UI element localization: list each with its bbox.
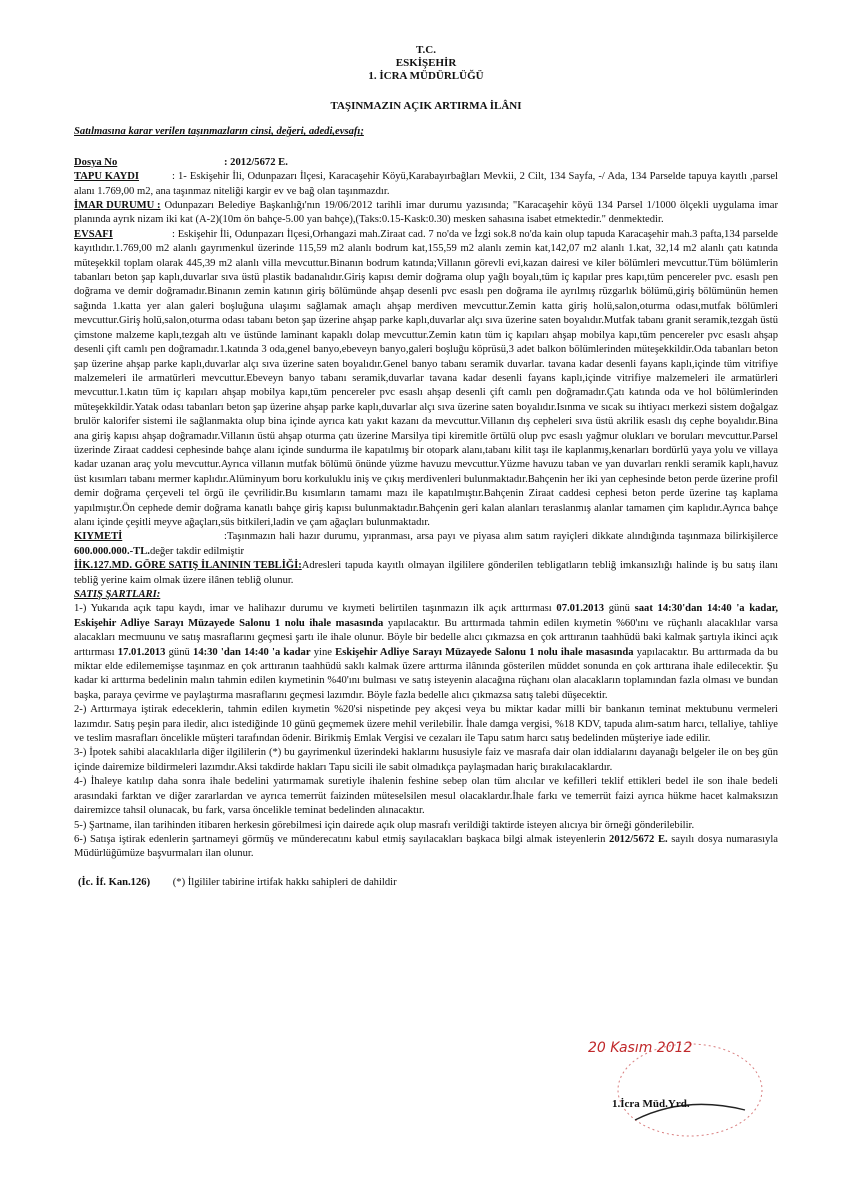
- sart-2: 2-) Arttırmaya iştirak edeceklerin, tahmin edilen kıymetin %20'si nispetinde pey akçesi veya bu miktar kadar milli bir bankanın teminat mektubunu vermeleri lazımdır. Satış peşin para iledir, alıcı istediğinde 10 günü geçmemek üzere mehil verilebilir. İhale damga vergisi, %18 KDV, tapuda alım-satım harcı, tellaliye, tahliye ve teslim masrafları öncelikle müşteri tarafından ödenir. Birikmiş Emlak Vergisi ve cezaları ile Tapu satım harcı satış bedelinden müşteriye iade edilir.: [74, 704, 778, 745]
- dosya-value: : 2012/5672 E.: [224, 156, 288, 168]
- dosya-label: Dosya No: [74, 156, 118, 168]
- evsafi: [74, 228, 778, 531]
- signature-title: 1.İcra Müd.Yrd.: [612, 1098, 690, 1110]
- second-auction-place: Eskişehir Adliye Sarayı Müzayede Salonu 1 nolu ihale masasında: [335, 646, 634, 658]
- header-line-2: ESKİŞEHİR: [395, 57, 457, 69]
- sart-6-text-a: 6-) Satışa iştirak edenlerin şartnameyi görmüş ve münderecatını kabul etmiş sayılacakları başkaca bilgi almak isteyenlerin: [74, 833, 610, 845]
- footer: [74, 876, 778, 890]
- sart-1-text-a: 1-) Yukarıda açık tapu kaydı, imar ve halihazır durumu ve kıymeti belirtilen taşınmazın ilk açık arttırması: [74, 603, 557, 615]
- sart-1: [74, 602, 778, 703]
- imar-durumu: [74, 199, 778, 228]
- sart-1-text-c: yapılacaktır. Bu arttırmada tahmin edilen kıymetin %60'ını ve rüçhanlı alacaklılar varsa alacakları mecmuunu ve satış masraflarını geçmesi şartı ile ihale olunur. Böyle bir bedelle alıcı çıkmazsa en çok arttıranın taahhüdü baki kalmak şartıyla ikinci açık arttırması: [74, 617, 778, 658]
- sart-5: 5-) Şartname, ilan tarihinden itibaren herkesin görebilmesi için dairede açık olup masrafı verildiği taktirde isteyen alıcıya bir örneği gönderilebilir.: [74, 819, 695, 831]
- kanun-ref: (İc. İf. Kan.126): [78, 876, 151, 888]
- header-line-3: 1. İCRA MÜDÜRLÜĞÜ: [368, 70, 484, 82]
- teblig-label: İİK.127.MD. GÖRE SATIŞ İLANININ TEBLİĞİ:: [74, 560, 302, 572]
- sart-1-text-b: günü: [604, 603, 635, 615]
- document-title: TAŞINMAZIN AÇIK ARTIRMA İLÂNI: [330, 100, 522, 112]
- kiymet-text: :Taşınmazın hali hazır durumu, yıpranması, arsa payı ve piyasa alım satım rayiçleri dikkate alındığında taşınmaza bilirkişilerce: [224, 531, 778, 543]
- handwritten-date: 20 Kasım 2012: [588, 1040, 693, 1056]
- kiymet-label: KIYMETİ: [74, 531, 123, 543]
- sart-6: [74, 833, 778, 862]
- kiymeti: [74, 530, 778, 559]
- kiymet-tail: değer takdir edilmiştir: [149, 545, 245, 557]
- header: [74, 44, 778, 83]
- sart-1-text-d: günü: [165, 646, 194, 658]
- sart-6-text-b: sayılı dosya numarasıyla Müdürlüğümüze başvurmaları ilan olunur.: [74, 833, 778, 860]
- imar-label: İMAR DURUMU :: [74, 200, 161, 212]
- first-auction-time-place: saat 14:30'dan 14:40 'a kadar, Eskişehir Adliye Sarayı Müzayede Salonu 1 nolu ihale masasında: [74, 603, 778, 629]
- sart-1-text-f: yapılacaktır. Bu arttırmada da bu miktar elde edilememişse taşınmaz en çok arttıranın taahhüdü saklı kalmak üzere arttırma ilânında gösterilen müddet sonunda en çok arttırana ihale edilecektir. Şu kadar ki arttırma bedelinin malın tahmin edilen kıymetinin %40'ını bulması ve satış isteyenin alacağına rüçhanı olan alacakların toplamından fazla olması ve bundan başka, paraya çevirme ve paylaştırma masraflarını geçmesi lazımdır. Böyle fazla bedelle alıcı çıkmazsa satış talebi düşecektir.: [74, 646, 779, 701]
- evsaf-text: : Eskişehir İli, Odunpazarı İlçesi,Orhangazi mah.Ziraat cad. 7 no'da ve İzgi sok.8 no'da kain olup tapuda Karacaşehir mah.3 pafta,134 parselde kayıtlıdır.1.769,00 m2 alanlı gayrımenkul üzerinde 115,59 m2 alanlı bodrum kat,155,59 m2 alanlı zemin kat,142,07 m2 alanlı 1.kat, 32,14 m2 alanlı çatı katında müteşekkil toplam olarak 445,39 m2 alanlı villa mevcuttur.Binanın bodrum katında;Villanın görevli evi,kazan dairesi ve kiler bölümleri mevcuttur.Tüm bölümlerin tabanları beton şap kaplı,duvarlar sıva üstü plastik badanalıdır.Giriş kapısı demir doğrama olup yağlı boyalı,tüm iç kapılar pres kapı,tüm pencereler pvc. esaslı pen doğrama ve demir doğramadır.Binanın zemin katının giriş bölümünde ahşap desenli pvc esaslı pen doğrama ile ayrılmış rüzgarlık bölümü,giriş bölümünün hemen sağında 1.katta yer alan galeri boşluğuna ulaşımı sağlamak amaçlı ahşap merdiven mevcuttur.Zemin katta giriş holü,salon,oturma odası,mutfak bölümleri mevcuttur.Giriş holü,salon,oturma odası tabanı beton şap üzerine ahşap parke kaplı,duvarlar alçı sıva üzerine saten boyalıdır.Mutfak tabanı granit seramik,tezgah üstü çimstone malzeme kaplı,tezgah altı ve üstünde laminant kapaklı dolap mevcuttur.Zemin katın tüm iç kapıları ahşap mobilya kapı,tüm pencereler pvc esaslı ahşap desenli çift camlı pen doğramadır.1.katında 3 oda,genel banyo,ebeveyn banyo,galeri boşluğu köprüsü,3 adet balkon bölümlerinden müteşekkildir.Oda tabanları beton şap üzerine ahşap parke kaplı,duvarlar alçı sıva üzerine saten boyalıdır.Genel banyo tabanı seramik duvarlar. tavana kadar desenli fayans kaplı,içinde tüm vitrifiye malzemeleri ile armatürleri mevcuttur.Ebeveyn banyo tabanı seramik,duvarlar tavana kadar desenli fayans kaplı,içinde vitrifiye malzemeleri ile armatürleri mevcuttur.1.katın tüm iç kapıları ahşap mobilya kapı,tüm pencereler pvc esaslı ahşap desenli çift camlı pen doğramadır.Çatı katında oda ve hol bölümlerinden müteşekkildir.Yatak odası tabanları beton şap üzerine ahşap parke kaplı,duvarlar alçı sıva üzerine saten boyalıdır.Isınma ve sıcak su ihtiyacı merkezi sistem doğalgaz brulör kalorifer sistemi ile sağlanmakta olup bina içinde ayrıca katı yakıt kazanı da mevcuttur.Villanın dış cepheleri sıva üstü akrilik esaslı dış cephe boyalıdır.Bina ana giriş kapısı ahşap doğramadır.Villanın üstü ahşap oturma çatı üzerine Marsilya tipi kiremitle örtülü olup pvc esaslı yağmur olukları ve boruları mevcuttur.Parsel üzerinde Ziraat caddesi cephesinde bahçe alanı içinde sundurma ile kapatılmış bir otopark alanı,tabanı kilit taşı ile kaplanmış,kenarları bordürlü yaya yolu ve villaya kadar uzanan araç yolu mevcuttur.Ayrıca villanın mutfak bölümü önünde yüzme havuzu mevcuttur.Yüzme havuzu taban ve yan duvarları renkli seramik kaplı,havuz üst kısımları tabanı mermer kaplıdır.Alüminyum boru korkuluklu iniş ve çıkış merdivenleri bulunmaktadır.Bahçenin her iki yan cephesinde beton perde üzerine profil demir doğrama çerçeveli tel örgü ile çevrilidir.Bu kısımların tamamı mazı ile kapatılmıştır.Bahçenin Ziraat caddesi cephesi beton perde üzerine taş kaplama yapılmıştır.Ön cephede demir doğrama kanatlı bahçe giriş kapısı bulunmaktadır.Bahçenin geri kalan alanları teraslanmış alanlar tamamen çim kaplıdır.Ayrıca bahçe alanı içinde çeşitli meyve ağaçları,süs bitkileri,ladin ve çam ağaçları bulunmaktadır.: [74, 228, 778, 528]
- header-line-1: T.C.: [416, 44, 436, 56]
- document-page: [74, 44, 778, 890]
- teblig-text: Adresleri tapuda kayıtlı olmayan ilgililere gönderilen tebligatların tebliğ imkansızlığı halinde iş bu satış ilanı tebliğ yerine kaim olmak üzere ilânen tebliğ olunur.: [74, 560, 778, 586]
- teblig: [74, 559, 778, 588]
- sart-3: 3-) İpotek sahibi alacaklılarla diğer ilgililerin (*) bu gayrimenkul üzerindeki haklarını hususiyle faiz ve masrafa dair olan iddialarını dayanağı belgeler ile on beş gün içinde dairemize bildirmeleri lazımdır.Aksi takdirde hakları Tapu sicili ile sabit olmadıkça paylaşmadan hariç bırakılacaklardır.: [74, 747, 778, 773]
- tapu-label: TAPU KAYDI: [74, 171, 140, 183]
- subtitle: Satılmasına karar verilen taşınmazların cinsi, değeri, adedi,evsafı;: [74, 126, 364, 138]
- tapu-text: : 1- Eskişehir İli, Odunpazarı İlçesi, Karacaşehir Köyü,Karabayırbağları Mevkii, 2 Cilt, 134 Sayfa, -/ Ada, 134 Parselde tapuya kayıtlı ,parsel alanı 1.769,00 m2, ana taşınmaz niteliği kargir ev ve bağ olan taşınmazdır.: [74, 171, 778, 197]
- sart-1-text-e: yine: [310, 646, 336, 658]
- sart-6-file-no: 2012/5672 E.: [609, 833, 668, 845]
- kiymet-value: 600.000.000.-TL.: [74, 545, 150, 557]
- second-auction-time: 14:30 'dan 14:40 'a kadar: [193, 646, 311, 658]
- footnote: (*) İlgililer tabirine irtifak hakkı sahipleri de dahildir: [172, 876, 397, 888]
- evsaf-label: EVSAFI: [74, 228, 113, 240]
- first-auction-date: 07.01.2013: [556, 603, 605, 615]
- dosya-no: [74, 156, 778, 170]
- second-auction-date: 17.01.2013: [117, 646, 166, 658]
- sart-4: 4-) İhaleye katılıp daha sonra ihale bedelini yatırmamak suretiyle ihalenin feshine sebep olan tüm alıcılar ve kefilleri teklif ettikleri bedel ile son ihale bedeli arasındaki farktan ve diğer zararlardan ve ayrıca temerrüt faizinden müteselsilen mesul olacaklardır.İhale farkı ve temerrüt faizi ayrıca hükme hacet kalmaksızın dairemizce tahsil olunacak, bu fark, varsa öncelikle teminat bedelinden alınacaktır.: [74, 776, 778, 817]
- sartlar-heading: [74, 588, 778, 602]
- tapu-kaydi: [74, 170, 778, 199]
- sartlar-label: SATIŞ ŞARTLARI:: [74, 589, 161, 600]
- imar-text: Odunpazarı Belediye Başkanlığı'nın 19/06/2012 tarihli imar durumu yazısında; "Karacaşehir köyü 134 Parsel 1/1000 ölçekli uygulama imar planında ayrık nizam iki kat (A-2)(10m ön bahçe-5.00 yan bahçe),(Taks:0.15-Kask:0.30) mesken sahasına isabet etmektedir." denmektedir.: [74, 200, 778, 226]
